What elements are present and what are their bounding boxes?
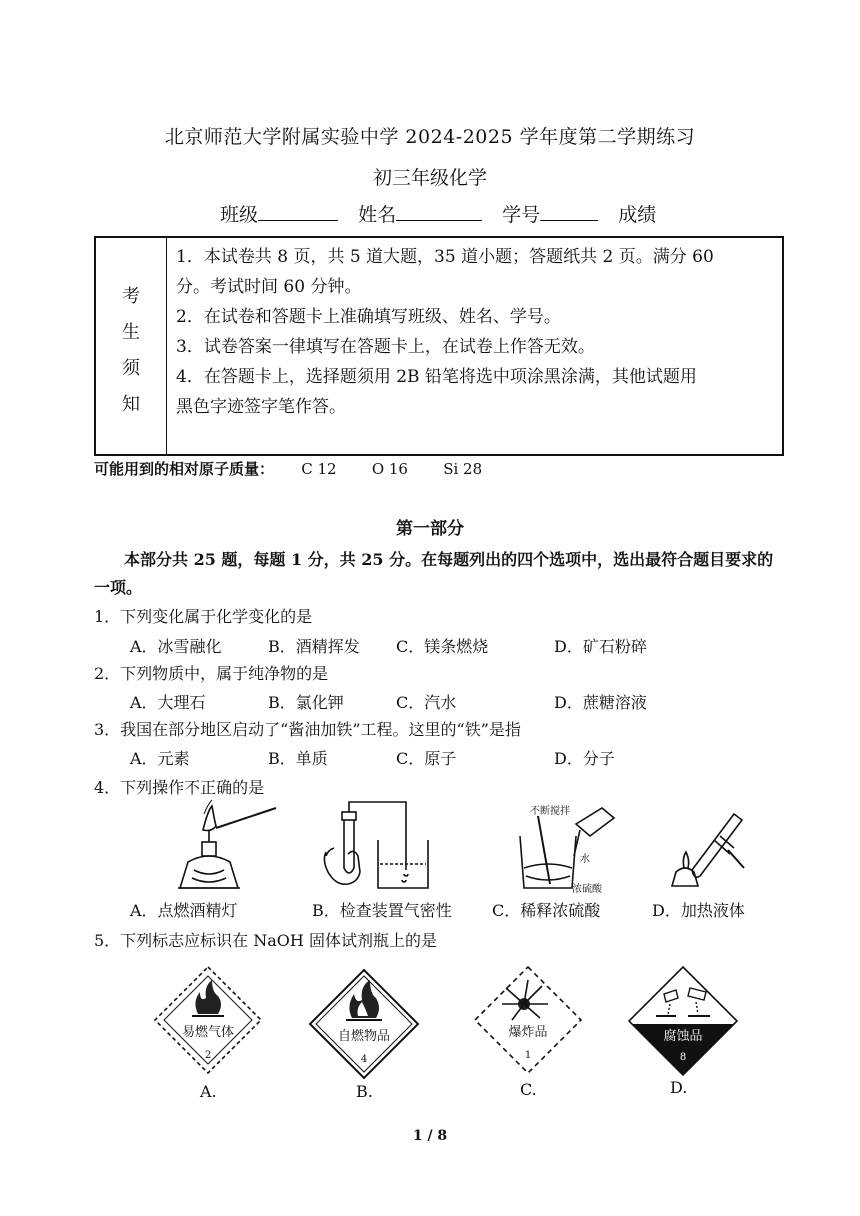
page-number: 1 / 8 xyxy=(412,1128,448,1144)
sign-d-label: 腐蚀品 xyxy=(663,1029,703,1044)
section-title: 第一部分 xyxy=(396,519,464,539)
field-name-blank[interactable] xyxy=(396,202,482,221)
sign-c-number: 1 xyxy=(524,1050,532,1061)
notice-item: 4．在答题卡上，选择题须用 2B 铅笔将选中项涂黑涂满，其他试题用 xyxy=(176,367,697,387)
flammable-gas-sign xyxy=(152,964,264,1076)
page-title: 北京师范大学附属实验中学 2024-2025 学年度第二学期练习 xyxy=(164,126,696,148)
field-score-label: 成绩 xyxy=(618,204,657,226)
spontaneous-combustion-sign xyxy=(308,968,420,1080)
question-stem: 4．下列操作不正确的是 xyxy=(94,778,265,797)
sign-c-label: 爆炸品 xyxy=(508,1025,548,1040)
option-c[interactable]: C．汽水 xyxy=(396,693,457,712)
atomic-mass-c: C 12 xyxy=(301,460,337,478)
label-stir: 不断搅拌 xyxy=(530,806,570,817)
side-char: 考 xyxy=(122,286,140,307)
explosive-sign xyxy=(472,964,584,1076)
option-d[interactable]: D．蔗糖溶液 xyxy=(554,693,647,712)
sign-a-label: 易燃气体 xyxy=(181,1025,235,1040)
student-info-line xyxy=(220,200,656,227)
alcohol-lamp-figure xyxy=(168,800,288,895)
label-water: 水 xyxy=(580,854,590,865)
option-a[interactable]: A．大理石 xyxy=(130,693,206,712)
atomic-mass-line xyxy=(94,458,482,479)
notice-item: 分。考试时间 60 分钟。 xyxy=(176,277,362,297)
option-b[interactable]: B．单质 xyxy=(268,749,328,768)
heat-liquid-figure xyxy=(658,806,748,891)
field-id-blank[interactable] xyxy=(540,202,598,221)
corrosive-sign xyxy=(626,964,740,1078)
option-c[interactable]: C. xyxy=(520,1080,537,1099)
atomic-mass-o: O 16 xyxy=(371,460,408,478)
option-a[interactable]: A．冰雪融化 xyxy=(130,637,222,656)
airtightness-figure xyxy=(318,800,448,895)
option-c[interactable]: C．稀释浓硫酸 xyxy=(492,901,601,920)
side-char: 生 xyxy=(122,322,140,343)
sign-a-number: 2 xyxy=(204,1050,212,1061)
option-d[interactable]: D．加热液体 xyxy=(652,901,745,920)
side-char: 知 xyxy=(122,394,140,415)
question-stem: 5．下列标志应标识在 NaOH 固体试剂瓶上的是 xyxy=(94,931,437,950)
option-c[interactable]: C．镁条燃烧 xyxy=(396,637,489,656)
option-a[interactable]: A．元素 xyxy=(130,749,190,768)
notice-body xyxy=(176,242,776,422)
option-c[interactable]: C．原子 xyxy=(396,749,457,768)
option-b[interactable]: B．氯化钾 xyxy=(268,693,344,712)
dilute-acid-figure xyxy=(510,796,640,896)
notice-item: 3．试卷答案一律填写在答题卡上，在试卷上作答无效。 xyxy=(176,337,595,357)
option-d[interactable]: D．矿石粉碎 xyxy=(554,637,647,656)
question-stem: 2．下列物质中，属于纯净物的是 xyxy=(94,664,329,683)
section-intro: 本部分共 25 题，每题 1 分，共 25 分。在每题列出的四个选项中，选出最符合题目要求的一项。 xyxy=(94,550,774,597)
question-stem: 3．我国在部分地区启动了“酱油加铁”工程。这里的“铁”是指 xyxy=(94,720,521,739)
sign-b-number: 4 xyxy=(360,1054,368,1065)
notice-item: 黑色字迹签字笔作答。 xyxy=(176,397,346,417)
label-acid: 浓硫酸 xyxy=(572,884,602,895)
field-class-blank[interactable] xyxy=(258,202,338,221)
field-class-label: 班级 xyxy=(220,204,259,226)
atomic-mass-si: Si 28 xyxy=(443,460,483,478)
field-name-label: 姓名 xyxy=(358,204,397,226)
notice-side-label xyxy=(96,238,167,454)
option-b[interactable]: B. xyxy=(356,1082,373,1101)
notice-box xyxy=(94,236,784,456)
question-stem: 1．下列变化属于化学变化的是 xyxy=(94,607,313,626)
field-id-label: 学号 xyxy=(502,204,541,226)
notice-item: 1．本试卷共 8 页，共 5 道大题，35 道小题；答题纸共 2 页。满分 60 xyxy=(176,247,714,267)
page-subtitle: 初三年级化学 xyxy=(372,167,487,189)
option-b[interactable]: B．酒精挥发 xyxy=(268,637,360,656)
atomic-mass-label: 可能用到的相对原子质量： xyxy=(94,460,275,478)
option-d[interactable]: D．分子 xyxy=(554,749,615,768)
option-b[interactable]: B．检查装置气密性 xyxy=(312,901,452,920)
side-char: 须 xyxy=(122,358,140,379)
option-a[interactable]: A．点燃酒精灯 xyxy=(130,901,238,920)
sign-b-label: 自燃物品 xyxy=(337,1029,391,1044)
notice-item: 2．在试卷和答题卡上准确填写班级、姓名、学号。 xyxy=(176,307,561,327)
option-a[interactable]: A. xyxy=(200,1082,217,1101)
sign-d-number: 8 xyxy=(679,1052,687,1063)
option-d[interactable]: D. xyxy=(670,1078,688,1097)
